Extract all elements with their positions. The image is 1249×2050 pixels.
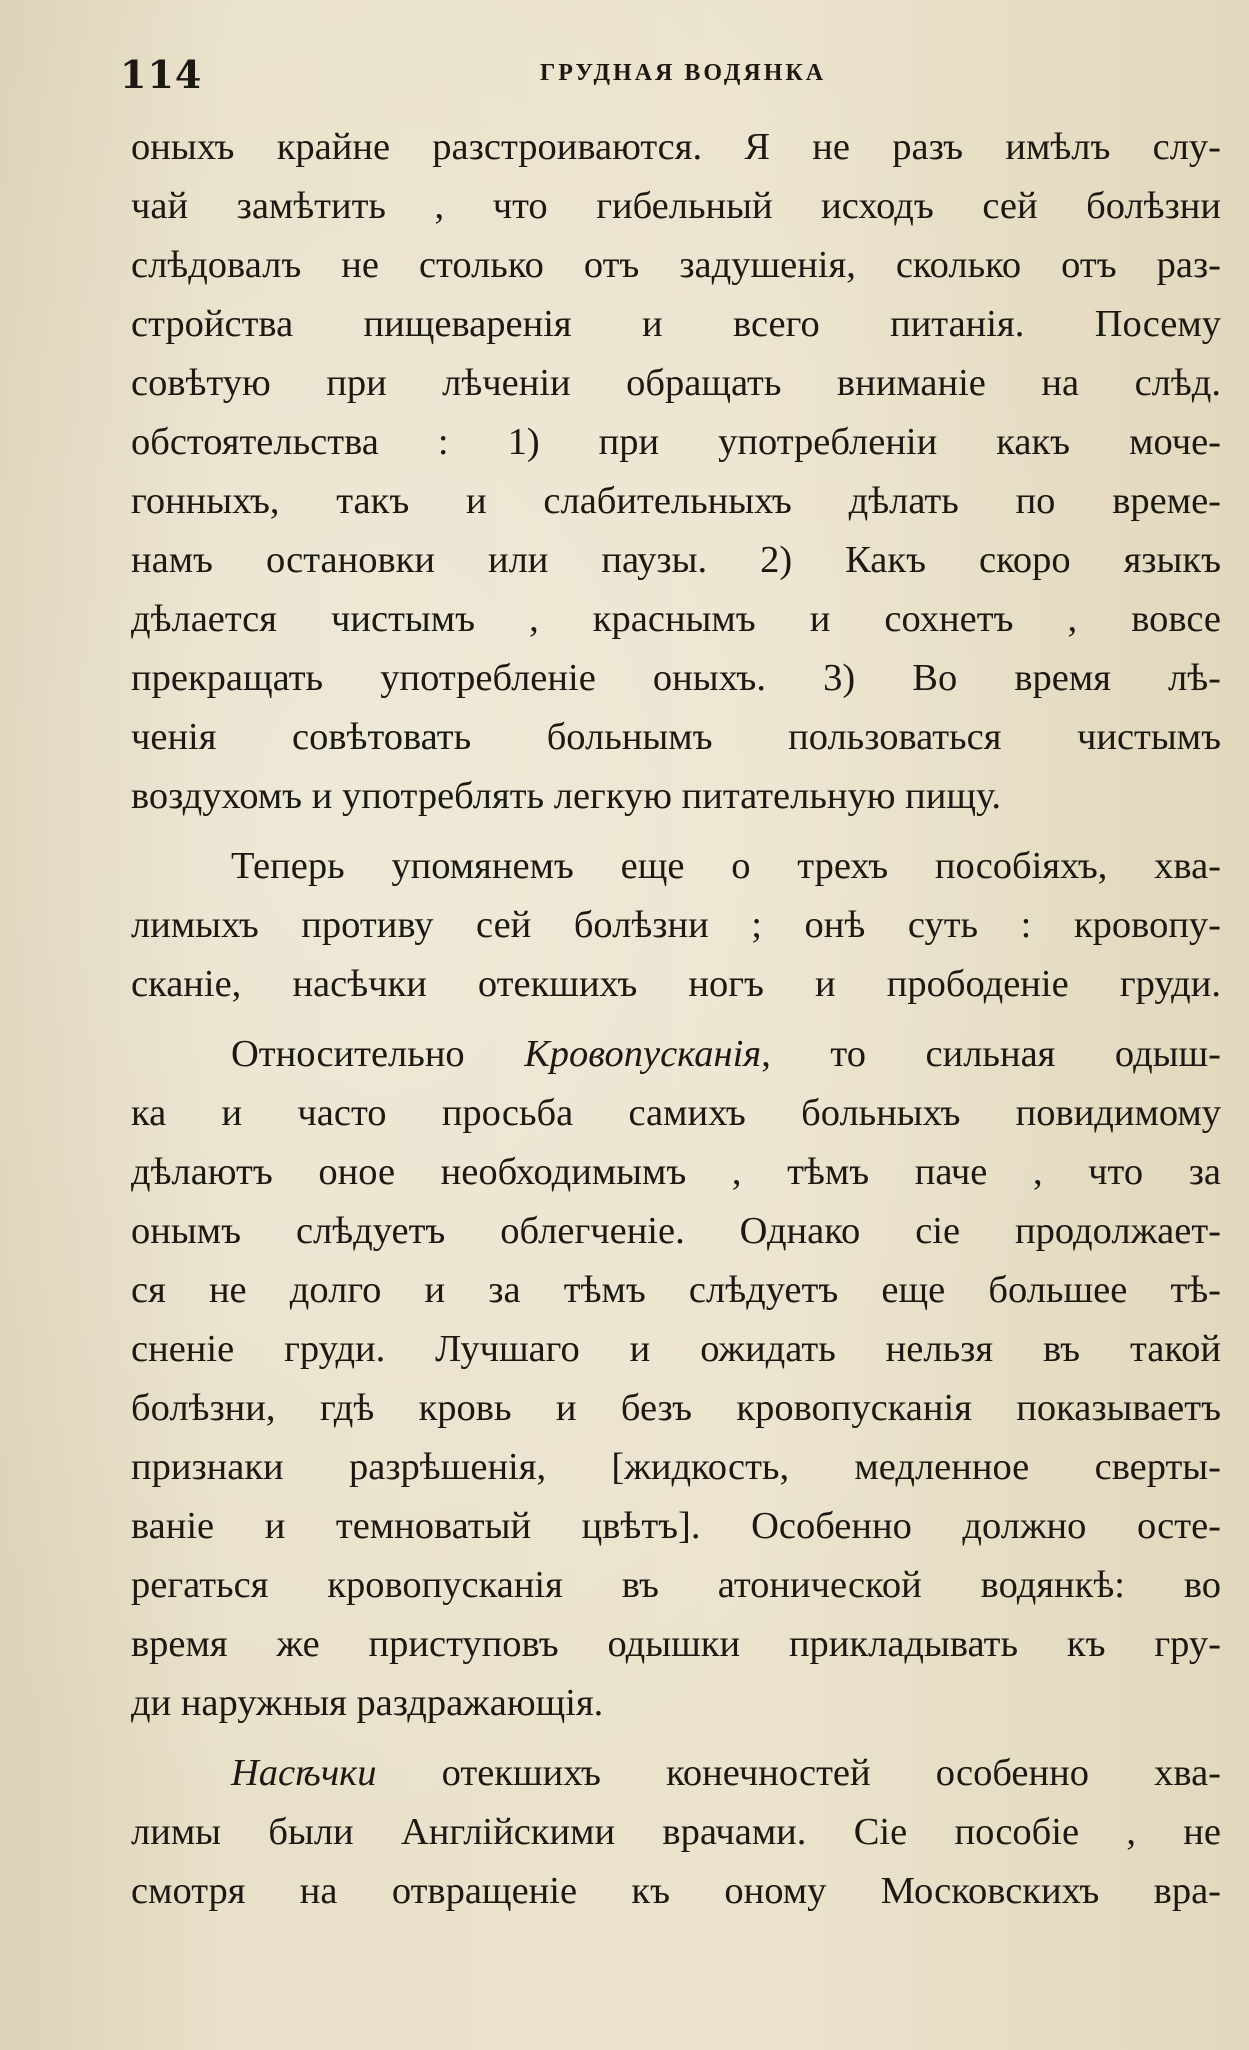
text-line: ся не долго и за тѣмъ слѣдуетъ еще большее тѣ-	[131, 1269, 1221, 1311]
text-line: дѣлаютъ оное необходимымъ , тѣмъ паче , что за	[131, 1151, 1221, 1193]
text-line: обстоятельства : 1) при употребленіи какъ моче-	[131, 421, 1221, 463]
text-line: слѣдовалъ не столько отъ задушенія, сколько отъ раз-	[131, 244, 1221, 286]
page-body	[131, 118, 1221, 1921]
text-line: признаки разрѣшенія, [жидкость, медленное сверты-	[131, 1446, 1221, 1488]
text-line: онымъ слѣдуетъ облегченіе. Однако сіе продолжает-	[131, 1210, 1221, 1252]
line-prefix: Относительно	[231, 1033, 525, 1075]
text-line: регаться кровопусканія въ атонической водянкѣ: во	[131, 1564, 1221, 1606]
paragraph-1	[131, 118, 1221, 826]
text-line: ченія совѣтовать больнымъ пользоваться чистымъ	[131, 716, 1221, 758]
text-line: намъ остановки или паузы. 2) Какъ скоро языкъ	[131, 539, 1221, 581]
text-line: чай замѣтить , что гибельный исходъ сей болѣзни	[131, 185, 1221, 227]
text-line: совѣтую при лѣченіи обращать вниманіе на слѣд.	[131, 362, 1221, 404]
text-line: лимы были Англійскими врачами. Сіе пособіе , не	[131, 1811, 1221, 1853]
paragraph-4	[131, 1744, 1221, 1921]
text-line: прекращать употребленіе оныхъ. 3) Во время лѣ-	[131, 657, 1221, 699]
text-line: время же приступовъ одышки прикладывать къ гру-	[131, 1623, 1221, 1665]
paragraph-2	[131, 837, 1221, 1014]
text-line: сканіе, насѣчки отекшихъ ногъ и прободеніе груди.	[131, 963, 1221, 1005]
line-suffix: , то сильная одыш-	[761, 1033, 1221, 1075]
page-number: 114	[120, 52, 203, 97]
text-line: гонныхъ, такъ и слабительныхъ дѣлать по време-	[131, 480, 1221, 522]
paragraph-3	[131, 1025, 1221, 1733]
running-title: ГРУДНАЯ ВОДЯНКА	[540, 60, 827, 86]
text-line: ка и часто просьба самихъ больныхъ повидимому	[131, 1092, 1221, 1134]
line-suffix: отекшихъ конечностей особенно хва-	[376, 1752, 1221, 1794]
text-line: оныхъ крайне разстроиваются. Я не разъ имѣлъ слу-	[131, 126, 1221, 168]
text-line: Теперь упомянемъ еще о трехъ пособіяхъ, хва-	[231, 845, 1221, 887]
text-line	[131, 1744, 1221, 1803]
text-line: ваніе и темноватый цвѣтъ]. Особенно должно осте-	[131, 1505, 1221, 1547]
text-line: лимыхъ противу сей болѣзни ; онѣ суть : кровопу-	[131, 904, 1221, 946]
text-line: воздухомъ и употреблять легкую питательную пищу.	[131, 775, 1002, 817]
italic-term: Насѣчки	[231, 1752, 377, 1794]
italic-term: Кровопусканія	[524, 1033, 762, 1075]
text-line: сненіе груди. Лучшаго и ожидать нельзя въ такой	[131, 1328, 1221, 1370]
text-line	[131, 1025, 1221, 1084]
text-line: смотря на отвращеніе къ оному Московскихъ вра-	[131, 1870, 1221, 1912]
text-line: болѣзни, гдѣ кровь и безъ кровопусканія показываетъ	[131, 1387, 1221, 1429]
text-line: ди наружныя раздражающія.	[131, 1682, 604, 1724]
text-line: стройства пищеваренія и всего питанія. Посему	[131, 303, 1221, 345]
text-line: дѣлается чистымъ , краснымъ и сохнетъ , вовсе	[131, 598, 1221, 640]
running-head	[120, 52, 1169, 97]
